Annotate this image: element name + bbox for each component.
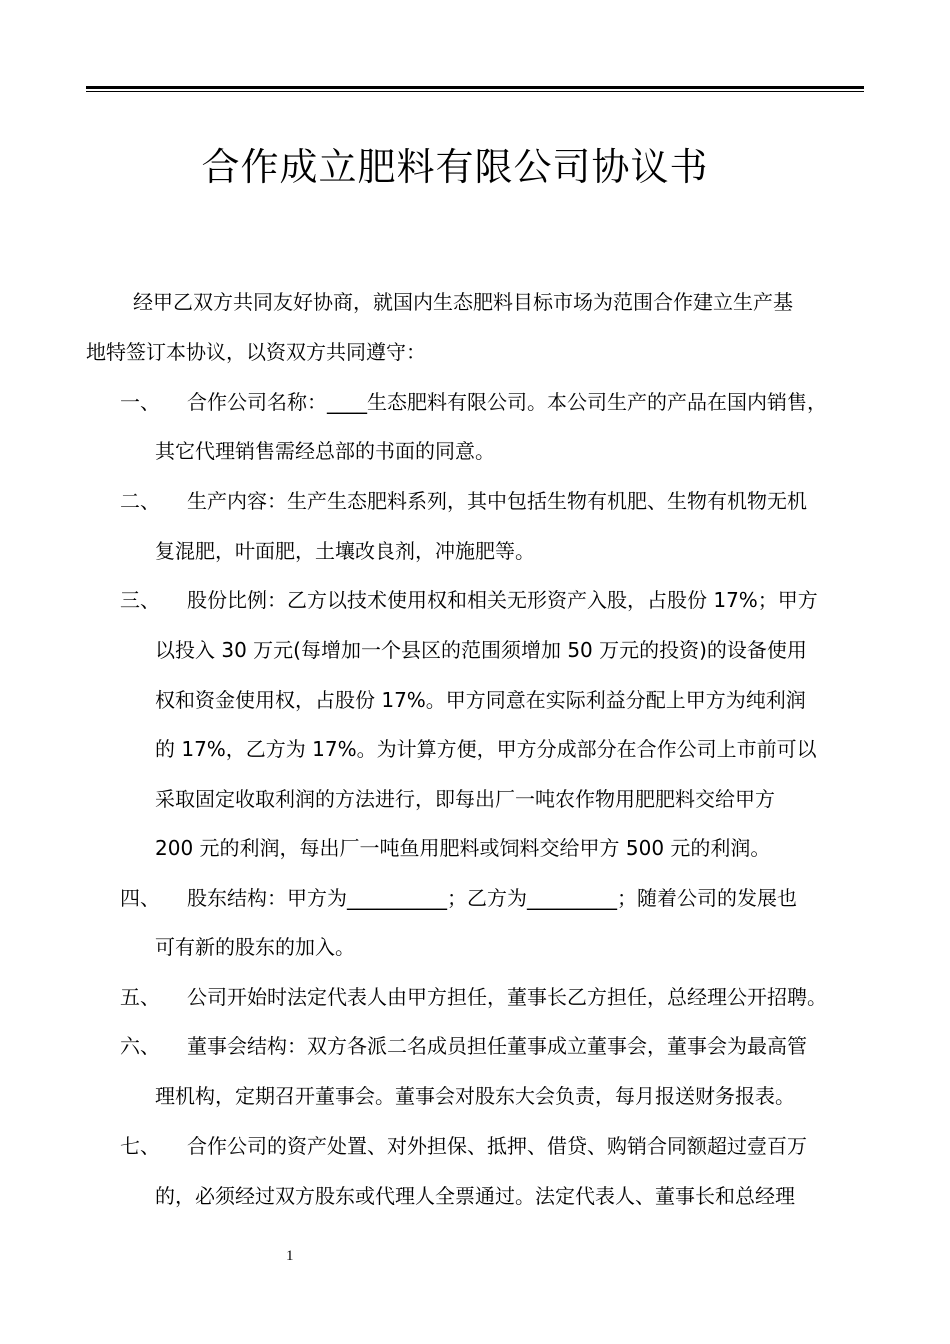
clause-5-number: 五、 xyxy=(120,985,160,1009)
clause-3-line-3: 权和资金使用权，占股份 17%。甲方同意在实际利益分配上甲方为纯利润 xyxy=(155,688,806,712)
clause-3-line-6: 200 元的利润，每出厂一吨鱼用肥料或饲料交给甲方 500 元的利润。 xyxy=(155,836,771,860)
clause-3-line-2: 以投入 30 万元(每增加一个县区的范围须增加 50 万元的投资)的设备使用 xyxy=(155,638,807,662)
clause-1-line-2: 其它代理销售需经总部的书面的同意。 xyxy=(155,439,495,463)
clause-2-line-1: 生产内容：生产生态肥料系列，其中包括生物有机肥、生物有机物无机 xyxy=(187,489,807,513)
clause-1-number: 一、 xyxy=(120,390,160,414)
clause-4-line-2: 可有新的股东的加入。 xyxy=(155,935,355,959)
clause-2-number: 二、 xyxy=(120,489,160,513)
clause-7-line-2: 的，必须经过双方股东或代理人全票通过。法定代表人、董事长和总经理 xyxy=(155,1184,795,1208)
intro-line-2: 地特签订本协议，以资双方共同遵守： xyxy=(86,340,426,364)
header-rule-thin xyxy=(86,91,864,92)
clause-4-number: 四、 xyxy=(120,886,160,910)
clause-3-number: 三、 xyxy=(120,588,160,612)
clause-3-line-4: 的 17%，乙方为 17%。为计算方便，甲方分成部分在合作公司上市前可以 xyxy=(155,737,817,761)
clause-5-line-1: 公司开始时法定代表人由甲方担任，董事长乙方担任，总经理公开招聘。 xyxy=(187,985,827,1009)
clause-3-line-1: 股份比例：乙方以技术使用权和相关无形资产入股，占股份 17%；甲方 xyxy=(187,588,818,612)
clause-6-number: 六、 xyxy=(120,1034,160,1058)
clause-4-line-1: 股东结构：甲方为__________；乙方为_________；随着公司的发展也 xyxy=(187,886,797,910)
clause-6-line-2: 理机构，定期召开董事会。董事会对股东大会负责，每月报送财务报表。 xyxy=(155,1084,795,1108)
document-title: 合作成立肥料有限公司协议书 xyxy=(201,145,709,189)
page-number: 1 xyxy=(286,1248,294,1264)
clause-7-line-1: 合作公司的资产处置、对外担保、抵押、借贷、购销合同额超过壹百万 xyxy=(187,1134,807,1158)
clause-2-line-2: 复混肥，叶面肥，土壤改良剂，冲施肥等。 xyxy=(155,539,535,563)
intro-line-1: 经甲乙双方共同友好协商，就国内生态肥料目标市场为范围合作建立生产基 xyxy=(133,290,793,314)
header-rule-thick xyxy=(86,86,864,89)
clause-3-line-5: 采取固定收取利润的方法进行，即每出厂一吨农作物用肥肥料交给甲方 xyxy=(155,787,775,811)
clause-7-number: 七、 xyxy=(120,1134,160,1158)
clause-1-line-1: 合作公司名称：____生态肥料有限公司。本公司生产的产品在国内销售， xyxy=(187,390,827,414)
clause-6-line-1: 董事会结构：双方各派二名成员担任董事成立董事会，董事会为最高管 xyxy=(187,1034,807,1058)
